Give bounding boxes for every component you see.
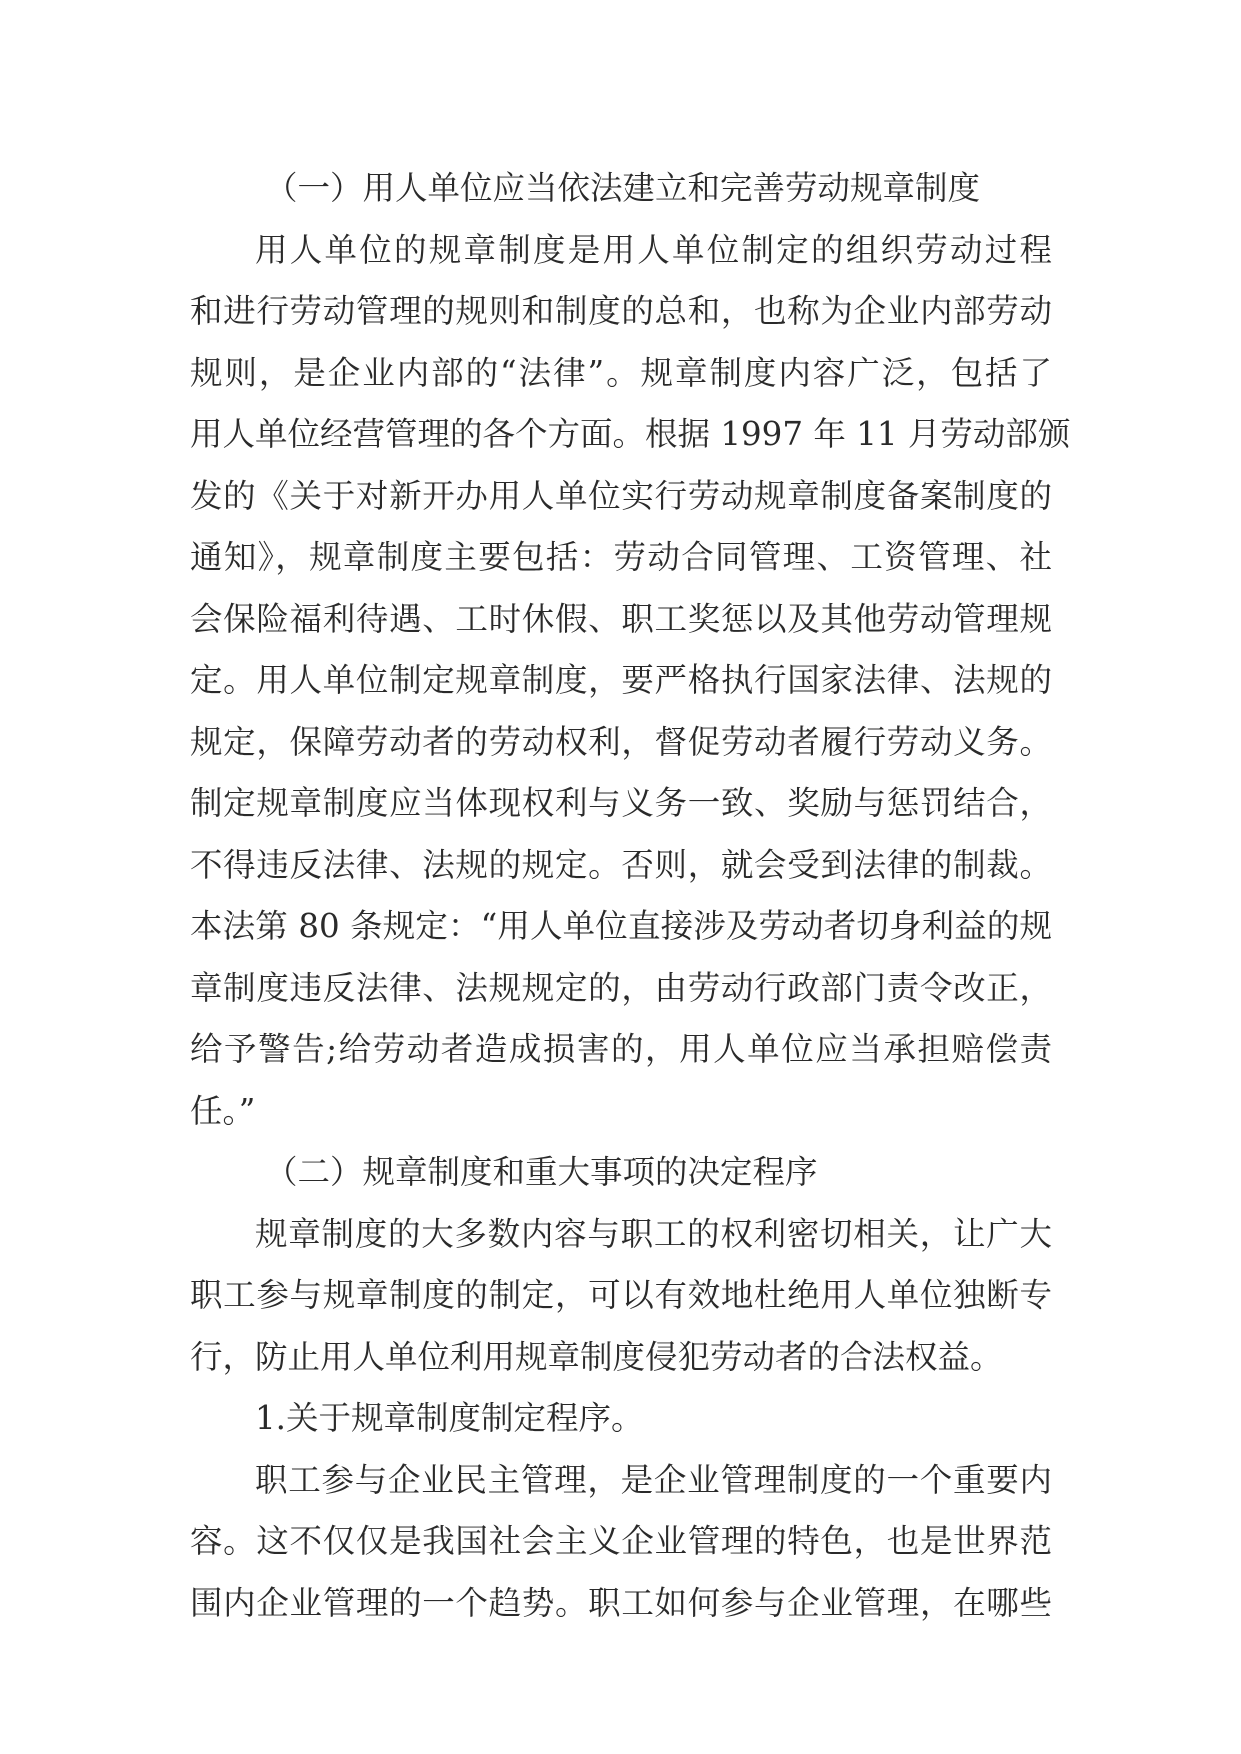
section-heading-1: （一）用人单位应当依法建立和完善劳动规章制度 (265, 169, 981, 207)
paragraph-line: 围内企业管理的一个趋势。职工如何参与企业管理，在哪些 (190, 1583, 1052, 1622)
paragraph-line: 规定，保障劳动者的劳动权利，督促劳动者履行劳动义务。 (190, 722, 1052, 761)
paragraph-line: 职工参与企业民主管理，是企业管理制度的一个重要内 (255, 1460, 1052, 1499)
paragraph-line: 会保险福利待遇、工时休假、职工奖惩以及其他劳动管理规 (190, 599, 1052, 638)
paragraph-line: 章制度违反法律、法规规定的，由劳动行政部门责令改正， (190, 968, 1052, 1007)
paragraph-line: 本法第 80 条规定：“用人单位直接涉及劳动者切身利益的规 (190, 907, 1052, 945)
paragraph-line: 通知》，规章制度主要包括：劳动合同管理、工资管理、社 (190, 538, 1052, 576)
paragraph-line: 和进行劳动管理的规则和制度的总和，也称为企业内部劳动 (190, 292, 1052, 330)
paragraph-line: 用人单位的规章制度是用人单位制定的组织劳动过程 (255, 230, 1052, 269)
paragraph-line: 发的《关于对新开办用人单位实行劳动规章制度备案制度的 (190, 476, 1052, 515)
paragraph-line-last: 行，防止用人单位利用规章制度侵犯劳动者的合法权益。 (190, 1337, 1003, 1376)
numbered-item-1: 1.关于规章制度制定程序。 (255, 1399, 644, 1437)
paragraph-line: 不得违反法律、法规的规定。否则，就会受到法律的制裁。 (190, 845, 1052, 884)
paragraph-line: 规则，是企业内部的“法律”。规章制度内容广泛，包括了 (190, 353, 1052, 392)
paragraph-line: 用人单位经营管理的各个方面。根据 1997 年 11 月劳动部颁 (190, 415, 1071, 453)
paragraph-line: 定。用人单位制定规章制度，要严格执行国家法律、法规的 (190, 661, 1052, 699)
paragraph-line: 容。这不仅仅是我国社会主义企业管理的特色，也是世界范 (190, 1522, 1052, 1560)
paragraph-line-last: 任。” (190, 1091, 256, 1130)
paragraph-line: 职工参与规章制度的制定，可以有效地杜绝用人单位独断专 (190, 1276, 1052, 1314)
document-body (190, 158, 1071, 1634)
paragraph-line: 制定规章制度应当体现权利与义务一致、奖励与惩罚结合， (190, 784, 1052, 822)
paragraph-line: 规章制度的大多数内容与职工的权利密切相关，让广大 (255, 1214, 1052, 1253)
section-heading-2: （二）规章制度和重大事项的决定程序 (265, 1153, 818, 1191)
paragraph-line: 给予警告;给劳动者造成损害的，用人单位应当承担赔偿责 (190, 1030, 1052, 1068)
